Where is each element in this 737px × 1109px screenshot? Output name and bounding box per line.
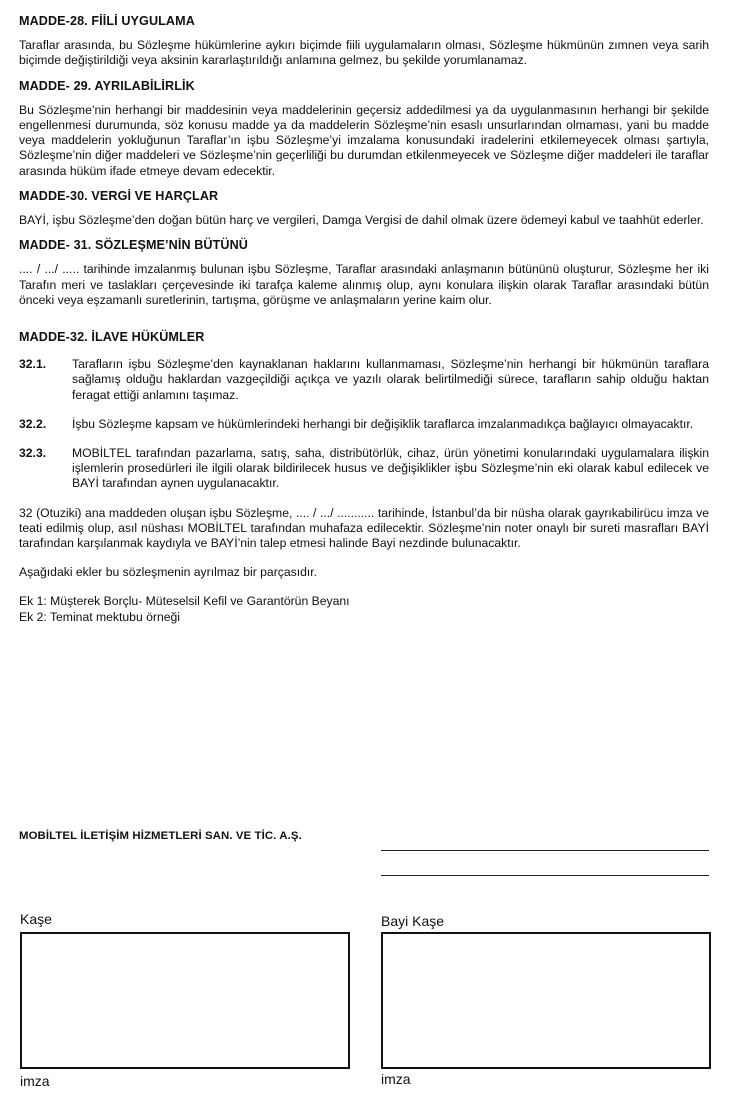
article-29-text: Bu Sözleşme’nin herhangi bir maddesinin veya maddelerinin geçersiz addedilmesi ya da uygulanmasının herhangi bir şekilde engellenmesi durumunda, söz konusu madde ya da maddelerin Sözleşme’nin esaslı unsurlarından olmaması, yani bu madde veya maddelerin yokluğunun Taraflar’ın işbu Sözleşme’yi imzalama konusundaki iradelerini etkilemeyecek olması şartıyla, Sözleşme’nin diğer maddeleri ve Sözleşme’nin geçerliliği bu durumdan etkilenmeyecek ve Sözleşme diğer maddeleri ile taraflar arasında hüküm ifade etmeye devam edecektir. [19, 102, 709, 178]
right-stamp-label: Bayi Kaşe [381, 913, 445, 929]
left-sign-label: imza [20, 1073, 50, 1089]
signature-line-1 [381, 850, 709, 851]
article-29-title: MADDE- 29. AYRILABİLİRLİK [19, 78, 195, 93]
clause-text: MOBİLTEL tarafından pazarlama, satış, saha, distribütörlük, cihaz, ürün yönetimi konularındaki uygulamalara ilişkin işlemlerin prosedürleri ile ilgili olarak bildirilecek husus ve değişiklikler işbu Sözleşme’nin eki olarak kabul edilecek ve BAYİ tarafından aynen uygulanacaktır. [72, 446, 709, 491]
article-32-title: MADDE-32. İLAVE HÜKÜMLER [19, 330, 205, 345]
clause-32-3 [19, 446, 709, 492]
annex-item-1: Ek 1: Müşterek Borçlu- Müteselsil Kefil ve Garantörün Beyanı [19, 594, 350, 609]
closing-paragraph: 32 (Otuziki) ana maddeden oluşan işbu Sözleşme, .... / .../ ........... tarihinde, İstanbul’da bir nüsha olarak gayrıkabilirücu imza ve teati edilmiş olup, asıl nüshası MOBİLTEL tarafından muhafaza edilecektir. Sözleşme’nin noter onaylı bir sureti masrafları BAYİ tarafından karşılanmak kaydıyla ve BAYİ’nin talep etmesi halinde Bayi nezdinde bulunacaktır. [19, 505, 709, 551]
company-name: MOBİLTEL İLETİŞİM HİZMETLERİ SAN. VE TİC. A.Ş. [19, 830, 302, 842]
article-31-title: MADDE- 31. SÖZLEŞME’NİN BÜTÜNÜ [19, 238, 248, 253]
article-31-text: .... / .../ ..... tarihinde imzalanmış bulunan işbu Sözleşme, Taraflar arasındaki anlaşmanın bütününü oluşturur, Sözleşme her iki Tarafın meri ve taslakları çerçevesinde iki tarafça kaleme alınmış olup, aynı konulara ilişkin olarak Taraflar arasındaki bütün önceki veya eşzamanlı suretlerinin, tartışma, görüşme ve anlaşmaların yerine kaim olur. [19, 262, 709, 307]
annex-item-2: Ek 2: Teminat mektubu örneği [19, 609, 181, 624]
left-stamp-box [20, 932, 350, 1069]
annex-intro: Aşağıdaki ekler bu sözleşmenin ayrılmaz bir parçasıdır. [19, 565, 318, 580]
article-30-title: MADDE-30. VERGİ VE HARÇLAR [19, 188, 219, 203]
right-stamp-box [381, 932, 711, 1069]
clause-text: Tarafların işbu Sözleşme’den kaynaklanan haklarını kullanmaması, Sözleşme’nin herhangi bir hükmünün taraflara sağlamış olduğu haklardan vazgeçildiği açıkça ve yazılı olarak belirtilmediği sürece, tarafların sahip olduğu haktan feragat ettiği anlamını taşımaz. [72, 357, 709, 402]
article-28-text: Taraflar arasında, bu Sözleşme hükümlerine aykırı biçimde fiili uygulamaların olması, Sözleşme hükmünün zımnen veya sarih biçimde değiştirildiği veya aksinin kararlaştırıldığı anlamına gelmez, bu şekilde yorumlanamaz. [19, 38, 709, 68]
right-sign-label: imza [381, 1071, 411, 1087]
clause-32-1 [19, 357, 709, 403]
left-stamp-label: Kaşe [20, 911, 52, 927]
clause-number: 32.3. [19, 446, 47, 461]
article-28-title: MADDE-28. FİİLİ UYGULAMA [19, 14, 195, 28]
clause-number: 32.2. [19, 416, 47, 431]
clause-number: 32.1. [19, 357, 47, 372]
signature-line-2 [381, 875, 709, 876]
clause-text: İşbu Sözleşme kapsam ve hükümlerindeki herhangi bir değişiklik taraflarca imzalanmadıkça bağlayıcı olmayacaktır. [72, 416, 694, 431]
contract-page [19, 14, 709, 625]
article-30-text: BAYİ, işbu Sözleşme’den doğan bütün harç ve vergileri, Damga Vergisi de dahil olmak üzere ödemeyi kabul ve taahhüt ederler. [19, 213, 704, 228]
clause-32-2 [19, 417, 709, 432]
